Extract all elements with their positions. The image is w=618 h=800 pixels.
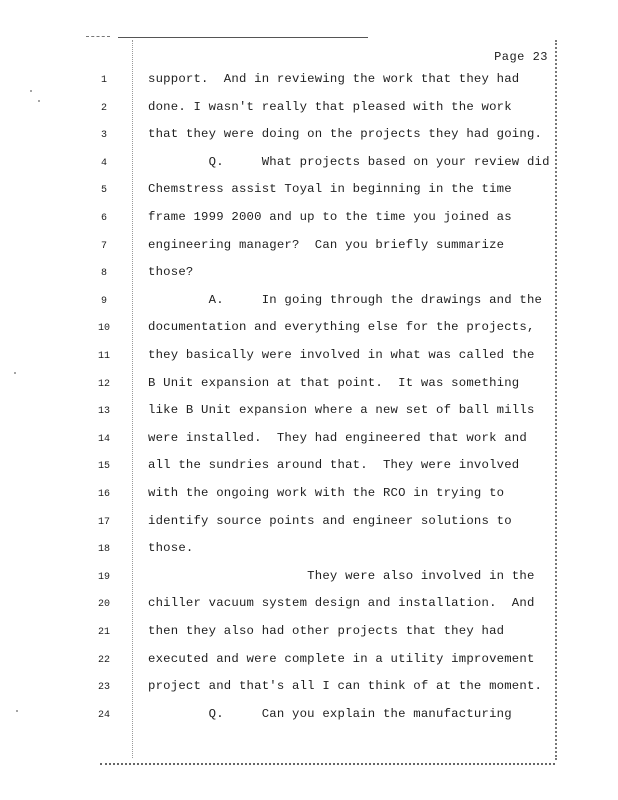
transcript-line (0, 210, 618, 230)
scan-speck (14, 372, 16, 374)
line-number: 14 (97, 433, 110, 445)
line-number: 4 (100, 157, 107, 169)
line-number: 16 (97, 489, 110, 500)
line-text: that they were doing on the projects they had going. (148, 127, 543, 142)
line-number: 10 (97, 323, 110, 335)
transcript-line (0, 293, 618, 313)
line-number: 18 (97, 544, 110, 556)
line-number: 7 (100, 240, 107, 252)
transcript-line (0, 707, 618, 727)
line-text: Chemstress assist Toyal in beginning in the time (148, 182, 512, 197)
transcript-line (0, 127, 618, 147)
line-text: documentation and everything else for the projects, (148, 320, 535, 335)
header-rule (118, 37, 368, 38)
header-dash-rule (86, 36, 110, 37)
transcript-line (0, 624, 618, 644)
line-text: all the sundries around that. They were involved (148, 458, 520, 473)
line-number: 21 (97, 627, 110, 638)
line-text: then they also had other projects that they had (148, 624, 505, 638)
line-text: support. And in reviewing the work that they had (148, 72, 520, 86)
line-number: 1 (100, 75, 107, 86)
transcript-line (0, 265, 618, 285)
line-text: were installed. They had engineered that work and (148, 430, 527, 445)
transcript-line (0, 72, 618, 92)
line-text: with the ongoing work with the RCO in trying to (148, 486, 505, 500)
line-number: 17 (97, 516, 110, 528)
line-text: executed and were complete in a utility improvement (148, 651, 535, 666)
transcript-line (0, 486, 618, 506)
line-text: those? (148, 265, 194, 280)
transcript-line (0, 155, 618, 175)
line-text: frame 1999 2000 and up to the time you joined as (148, 210, 512, 224)
line-text: like B Unit expansion where a new set of ball mills (148, 403, 535, 418)
line-text: A. In going through the drawings and the (148, 292, 543, 307)
line-text: done. I wasn't really that pleased with the work (148, 99, 512, 114)
transcript-line (0, 569, 618, 589)
transcript-line (0, 182, 618, 202)
transcript-line (0, 431, 618, 451)
line-number: 11 (97, 351, 110, 362)
transcript-line (0, 100, 618, 120)
line-number: 13 (97, 406, 110, 418)
transcript-line (0, 514, 618, 534)
footer-rule (100, 763, 555, 765)
transcript-line (0, 348, 618, 368)
line-text: Q. Can you explain the manufacturing (148, 706, 512, 721)
left-margin-rule (132, 40, 133, 758)
line-number: 5 (100, 185, 107, 197)
transcript-line (0, 458, 618, 478)
line-number: 2 (100, 102, 107, 114)
transcript-line (0, 403, 618, 423)
line-text: those. (148, 541, 194, 556)
line-text: They were also involved in the (148, 568, 535, 583)
line-text: chiller vacuum system design and installation. And (148, 596, 535, 611)
transcript-line (0, 652, 618, 672)
line-number: 8 (100, 268, 107, 280)
transcript-line (0, 596, 618, 616)
line-number: 23 (97, 682, 110, 694)
page-number: Page 23 (494, 50, 548, 64)
line-text: they basically were involved in what was called the (148, 348, 535, 362)
line-number: 20 (97, 599, 110, 611)
line-number: 22 (97, 654, 110, 666)
line-text: engineering manager? Can you briefly summarize (148, 237, 505, 252)
transcript-line (0, 376, 618, 396)
line-number: 9 (100, 295, 107, 307)
line-number: 24 (97, 709, 110, 721)
line-text: Q. What projects based on your review did (148, 154, 550, 169)
transcript-line (0, 320, 618, 340)
line-number: 6 (100, 213, 107, 224)
line-number: 15 (97, 461, 110, 473)
line-number: 12 (97, 378, 110, 390)
line-number: 3 (100, 130, 107, 142)
line-number: 19 (97, 571, 110, 583)
line-text: identify source points and engineer solutions to (148, 513, 512, 528)
line-text: project and that's all I can think of at the moment. (148, 679, 543, 694)
line-text: B Unit expansion at that point. It was something (148, 375, 520, 390)
transcript-line (0, 541, 618, 561)
transcript-line (0, 679, 618, 699)
transcript-line (0, 238, 618, 258)
